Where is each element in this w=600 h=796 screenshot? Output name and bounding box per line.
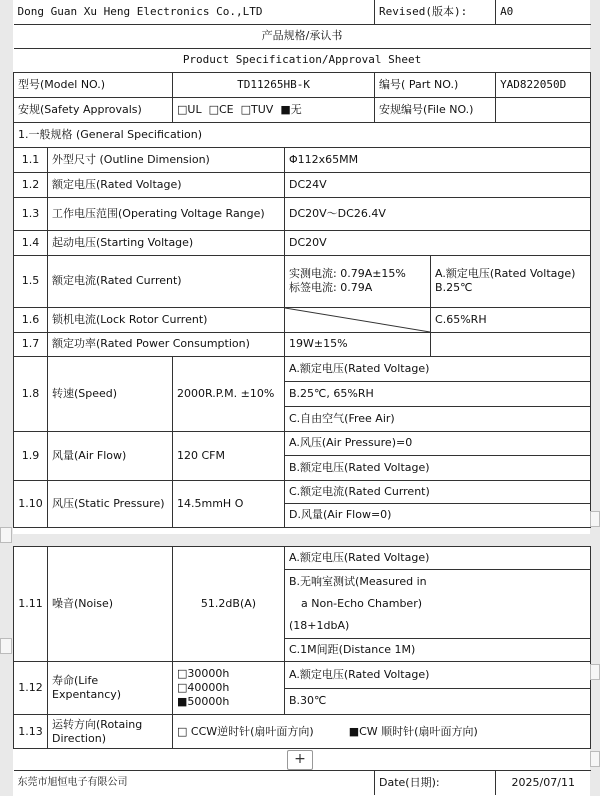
condition-line: A.风压(Air Pressure)=0 — [285, 432, 590, 457]
row-value: 51.2dB(A) — [173, 547, 285, 662]
row-no: 1.13 — [14, 715, 48, 749]
row-conditions — [285, 662, 591, 715]
condition-line: A.额定电压(Rated Voltage) — [285, 662, 590, 689]
row-label: 起动电压(Starting Voltage) — [48, 230, 285, 255]
condition-line: B.30℃ — [289, 694, 327, 708]
row-label: 外型尺寸 (Outline Dimension) — [48, 147, 285, 172]
page-handle-left[interactable] — [0, 638, 12, 654]
condition-line: (18+1dbA) — [285, 615, 590, 638]
row-no: 1.10 — [14, 480, 48, 527]
file-label: 安规编号(File NO.) — [375, 97, 496, 122]
direction-cw: ■CW 顺时针(扇叶面方向) — [348, 724, 478, 738]
title-cn: 产品规格/承认书 — [14, 24, 591, 48]
row-value: DC20V — [285, 230, 591, 255]
page-handle-right[interactable] — [590, 751, 600, 767]
row-no: 1.7 — [14, 332, 48, 356]
row-label: 风压(Static Pressure) — [48, 480, 173, 527]
row-value: 19W±15% — [285, 332, 431, 356]
life-option: ■50000h — [177, 695, 230, 708]
safety-options — [173, 97, 375, 122]
condition-line: A.额定电压(Rated Voltage) — [285, 357, 590, 382]
row-value-empty — [285, 307, 431, 332]
row-label: 转速(Speed) — [48, 356, 173, 431]
section-general: 1.一般规格 (General Specification) — [14, 122, 591, 147]
row-value: DC20V～DC26.4V — [285, 197, 591, 230]
row-no: 1.1 — [14, 147, 48, 172]
row-no: 1.11 — [14, 547, 48, 662]
row-no: 1.12 — [14, 662, 48, 715]
company-name: Dong Guan Xu Heng Electronics Co.,LTD — [14, 0, 375, 24]
condition-line: a Non-Echo Chamber) — [301, 597, 423, 611]
safety-option-ul: □UL — [177, 102, 202, 116]
row-condition — [431, 255, 591, 307]
add-row-button[interactable]: + — [287, 750, 313, 770]
life-option: □30000h — [177, 667, 230, 680]
row-condition-empty — [431, 332, 591, 356]
title-en: Product Specification/Approval Sheet — [14, 48, 591, 72]
row-label: 额定电压(Rated Voltage) — [48, 172, 285, 197]
row-label: 锁机电流(Lock Rotor Current) — [48, 307, 285, 332]
condition-line: C.1M间距(Distance 1M) — [289, 642, 416, 656]
page-handle-left[interactable] — [0, 527, 12, 543]
row-condition: C.65%RH — [431, 307, 591, 332]
condition-line: C.额定电流(Rated Current) — [285, 481, 590, 505]
row-conditions — [285, 480, 591, 527]
direction-ccw: □ CCW逆时针(扇叶面方向) — [177, 724, 314, 738]
condition-line: B.25℃, 65%RH — [285, 382, 590, 407]
safety-option-ce: □CE — [208, 102, 234, 116]
row-value: Φ112x65MM — [285, 147, 591, 172]
row-value: 2000R.P.M. ±10% — [173, 356, 285, 431]
file-value — [496, 97, 591, 122]
row-value — [285, 255, 431, 307]
safety-option-none: ■无 — [280, 102, 302, 116]
condition-line: C.自由空气(Free Air) — [289, 411, 395, 425]
condition-line: A.额定电压(Rated Voltage) — [435, 267, 576, 280]
diagonal-line — [285, 308, 430, 332]
row-conditions — [285, 431, 591, 480]
page-handle-right[interactable] — [590, 511, 600, 527]
row-conditions — [285, 356, 591, 431]
footer-date-value: 2025/07/11 — [496, 771, 591, 795]
row-label: 工作电压范围(Operating Voltage Range) — [48, 197, 285, 230]
row-label: 运转方向(Rotaing Direction) — [48, 715, 173, 749]
row-value: 120 CFM — [173, 431, 285, 480]
spec-table-1 — [13, 0, 591, 528]
row-label: 额定功率(Rated Power Consumption) — [48, 332, 285, 356]
row-conditions — [285, 547, 591, 662]
life-options — [173, 662, 285, 715]
life-option: □40000h — [177, 681, 230, 694]
model-value: TD11265HB-K — [173, 72, 375, 97]
measured-current: 实测电流: 0.79A±15% — [289, 267, 406, 280]
condition-line: B.额定电压(Rated Voltage) — [289, 460, 430, 474]
row-label: 寿命(Life Expentancy) — [48, 662, 173, 715]
safety-option-tuv: □TUV — [240, 102, 274, 116]
direction-options — [173, 715, 591, 749]
row-no: 1.2 — [14, 172, 48, 197]
row-no: 1.6 — [14, 307, 48, 332]
footer-company: 东莞市旭恒电子有限公司 — [14, 771, 375, 795]
row-value: 14.5mmH O — [173, 480, 285, 527]
safety-label: 安规(Safety Approvals) — [14, 97, 173, 122]
row-no: 1.3 — [14, 197, 48, 230]
row-label: 风量(Air Flow) — [48, 431, 173, 480]
row-label: 额定电流(Rated Current) — [48, 255, 285, 307]
spec-page-1 — [13, 0, 590, 534]
part-value: YAD822050D — [496, 72, 591, 97]
revised-label: Revised(版本): — [375, 0, 496, 24]
condition-line: B.25℃ — [435, 281, 473, 294]
row-label: 噪音(Noise) — [48, 547, 173, 662]
page-handle-right[interactable] — [590, 664, 600, 680]
model-label: 型号(Model NO.) — [14, 72, 173, 97]
row-value: DC24V — [285, 172, 591, 197]
part-label: 编号( Part NO.) — [375, 72, 496, 97]
revised-value: A0 — [496, 0, 591, 24]
row-no: 1.9 — [14, 431, 48, 480]
row-no: 1.8 — [14, 356, 48, 431]
condition-line: B.无响室测试(Measured in — [289, 574, 427, 588]
row-no: 1.4 — [14, 230, 48, 255]
label-current: 标签电流: 0.79A — [289, 281, 373, 294]
condition-line: A.额定电压(Rated Voltage) — [285, 547, 590, 570]
row-no: 1.5 — [14, 255, 48, 307]
condition-line: D.风量(Air Flow=0) — [289, 508, 392, 522]
footer-date-label: Date(日期): — [375, 771, 496, 795]
